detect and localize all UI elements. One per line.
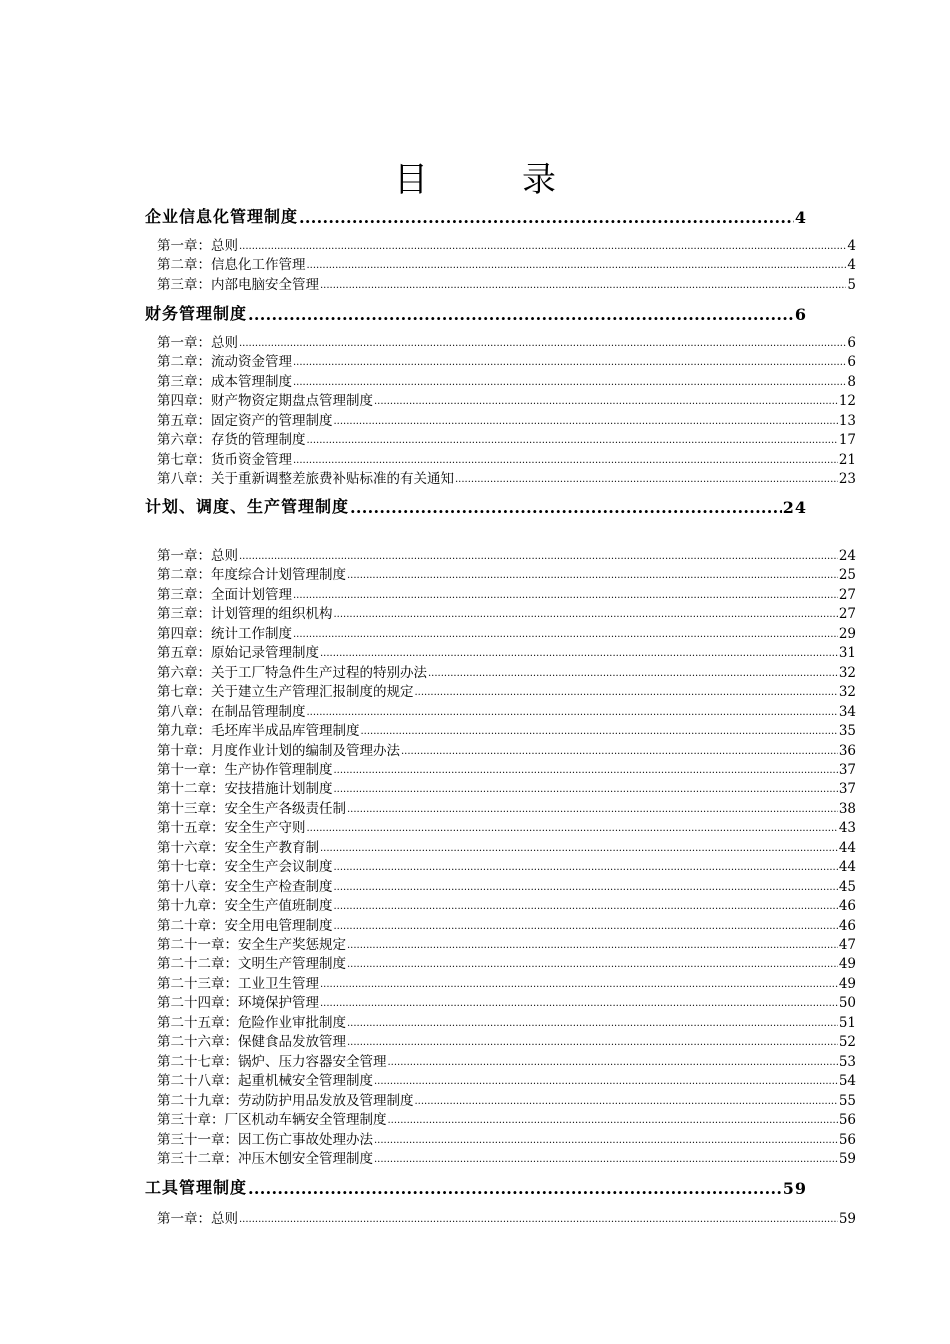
toc-chapter-entry[interactable] [157, 972, 856, 992]
toc-chapter-entry-label: 第三章：内部电脑安全管理 [157, 276, 319, 293]
toc-chapter-entry[interactable] [157, 875, 856, 895]
toc-chapter-entry-label: 第三十章：厂区机动车辆安全管理制度 [157, 1112, 387, 1129]
toc-chapter-entry-page-number: 44 [838, 859, 856, 876]
toc-chapter-entry-page-number: 29 [838, 625, 856, 642]
toc-chapter-entry[interactable] [157, 428, 856, 448]
dot-leader [293, 583, 838, 603]
toc-chapter-entry[interactable] [157, 894, 856, 914]
toc-chapter-entry[interactable] [157, 739, 856, 759]
toc-section-heading-label: 财务管理制度 [145, 304, 248, 323]
toc-chapter-entry[interactable] [157, 1147, 856, 1167]
toc-chapter-entry-page-number: 56 [838, 1112, 856, 1129]
toc-chapter-entry[interactable] [157, 719, 856, 739]
toc-chapter-entry-label: 第二章：信息化工作管理 [157, 257, 306, 274]
toc-chapter-entry[interactable] [157, 331, 856, 351]
toc-chapter-entry-page-number: 25 [838, 567, 856, 584]
toc-chapter-entry[interactable] [157, 544, 856, 564]
toc-chapter-entry[interactable] [157, 448, 856, 468]
toc-chapter-entry-page-number: 12 [838, 393, 856, 410]
dot-leader [347, 797, 838, 817]
toc-chapter-entry-label: 第八章：关于重新调整差旅费补贴标准的有关通知 [157, 471, 454, 488]
toc-chapter-entry-label: 第十五章：安全生产守则 [157, 820, 306, 837]
toc-chapter-entry[interactable] [157, 991, 856, 1011]
toc-chapter-entry-label: 第十二章：安技措施计划制度 [157, 781, 333, 798]
toc-chapter-entry-page-number: 55 [838, 1092, 856, 1109]
toc-chapter-entry-page-number: 23 [838, 471, 856, 488]
toc-chapter-entry-page-number: 6 [847, 354, 856, 371]
dot-leader [347, 933, 838, 953]
toc-chapter-entry-label: 第一章：总则 [157, 548, 238, 564]
toc-chapter-entry-label: 第六章：存货的管理制度 [157, 432, 306, 449]
dot-leader [334, 894, 838, 914]
toc-section-heading-page-number: 59 [782, 1179, 807, 1198]
toc-chapter-entry[interactable] [157, 680, 856, 700]
dot-leader [428, 661, 838, 681]
toc-section-heading[interactable] [145, 203, 807, 227]
dot-leader [361, 719, 838, 739]
toc-chapter-entry-label: 第三章：成本管理制度 [157, 373, 292, 390]
toc-chapter-entry[interactable] [157, 253, 856, 273]
dot-leader [320, 836, 838, 856]
toc-chapter-entry-label: 第十九章：安全生产值班制度 [157, 898, 333, 915]
toc-chapter-entry[interactable] [157, 563, 856, 583]
dot-leader [374, 389, 838, 409]
toc-chapter-entry-page-number: 45 [838, 878, 856, 895]
toc-chapter-entry-page-number: 36 [838, 742, 856, 759]
dot-leader [334, 409, 838, 429]
toc-chapter-entry[interactable] [157, 797, 856, 817]
toc-chapter-entry-label: 第六章：关于工厂特急件生产过程的特别办法 [157, 664, 427, 681]
toc-section-heading[interactable] [145, 1174, 807, 1198]
toc-chapter-entry-label: 第十三章：安全生产各级责任制 [157, 800, 346, 817]
toc-chapter-entry-label: 第七章：关于建立生产管理汇报制度的规定 [157, 684, 414, 701]
toc-chapter-entry-label: 第九章：毛坯库半成品库管理制度 [157, 723, 360, 740]
toc-chapter-entry-label: 第三十二章：冲压木刨安全管理制度 [157, 1150, 373, 1167]
toc-chapter-entry-page-number: 6 [847, 335, 856, 351]
dot-leader [320, 991, 838, 1011]
toc-chapter-entry[interactable] [157, 467, 856, 487]
toc-chapter-entry-page-number: 5 [847, 276, 856, 293]
toc-chapter-entry-page-number: 21 [838, 451, 856, 468]
toc-chapter-entry-label: 第十八章：安全生产检查制度 [157, 878, 333, 895]
toc-chapter-entry-label: 第五章：固定资产的管理制度 [157, 412, 333, 429]
toc-section-heading[interactable] [145, 493, 807, 517]
toc-chapter-entry-label: 第十六章：安全生产教育制 [157, 839, 319, 856]
toc-chapter-entry-page-number: 13 [838, 412, 856, 429]
dot-leader [307, 428, 838, 448]
toc-chapter-entry[interactable] [157, 622, 856, 642]
dot-leader [334, 758, 838, 778]
toc-chapter-entry-page-number: 27 [838, 586, 856, 603]
toc-chapter-entry[interactable] [157, 816, 856, 836]
toc-chapter-entry-page-number: 31 [838, 645, 856, 662]
dot-leader [347, 952, 838, 972]
dot-leader [293, 622, 838, 642]
dot-leader [388, 1050, 838, 1070]
dot-leader [239, 331, 846, 351]
toc-chapter-entry[interactable] [157, 836, 856, 856]
dot-leader [320, 641, 838, 661]
toc-chapter-entry[interactable] [157, 700, 856, 720]
toc-section-heading-label: 工具管理制度 [145, 1178, 248, 1197]
dot-leader [350, 493, 782, 517]
toc-chapter-entry-label: 第四章：统计工作制度 [157, 625, 292, 642]
toc-chapter-entry-label: 第十七章：安全生产会议制度 [157, 859, 333, 876]
toc-chapter-entry-label: 第三十一章：因工伤亡事故处理办法 [157, 1131, 373, 1148]
toc-chapter-entry[interactable] [157, 1030, 856, 1050]
toc-chapter-entry[interactable] [157, 370, 856, 390]
toc-chapter-entry-label: 第二十七章：锅炉、压力容器安全管理 [157, 1053, 387, 1070]
toc-chapter-entry-label: 第三章：全面计划管理 [157, 586, 292, 603]
toc-chapter-entry-page-number: 35 [838, 723, 856, 740]
toc-chapter-entry[interactable] [157, 855, 856, 875]
toc-chapter-entry-label: 第二十八章：起重机械安全管理制度 [157, 1073, 373, 1090]
toc-chapter-entry-label: 第一章：总则 [157, 1211, 238, 1227]
toc-chapter-entry[interactable] [157, 583, 856, 603]
toc-chapter-entry-page-number: 34 [838, 703, 856, 720]
toc-chapter-entry[interactable] [157, 777, 856, 797]
toc-chapter-entry-page-number: 49 [838, 956, 856, 973]
dot-leader [239, 544, 838, 564]
toc-chapter-entry-page-number: 47 [838, 937, 856, 953]
dot-leader [347, 1030, 838, 1050]
dot-leader [248, 1174, 782, 1198]
dot-leader [374, 1128, 838, 1148]
toc-chapter-entry[interactable] [157, 602, 856, 622]
toc-chapter-entry-page-number: 24 [838, 548, 856, 564]
toc-chapter-entry[interactable] [157, 1069, 856, 1089]
toc-section-heading-page-number: 4 [794, 208, 807, 227]
toc-chapter-entry-label: 第一章：总则 [157, 238, 238, 254]
toc-chapter-entry-page-number: 32 [838, 664, 856, 681]
toc-section-heading-page-number: 24 [782, 498, 807, 517]
toc-chapter-entry-label: 第八章：在制品管理制度 [157, 703, 306, 720]
toc-chapter-entry-page-number: 51 [838, 1014, 856, 1031]
toc-chapter-entry-label: 第二十六章：保健食品发放管理 [157, 1034, 346, 1051]
toc-section-heading-label: 计划、调度、生产管理制度 [145, 497, 350, 516]
dot-leader [307, 816, 838, 836]
toc-chapter-entry[interactable] [157, 952, 856, 972]
toc-chapter-entry-label: 第二十九章：劳动防护用品发放及管理制度 [157, 1092, 414, 1109]
dot-leader [320, 972, 838, 992]
toc-chapter-entry-label: 第七章：货币资金管理 [157, 451, 292, 468]
toc-section-heading[interactable] [145, 300, 807, 324]
toc-chapter-entry-page-number: 32 [838, 684, 856, 701]
toc-chapter-entry-page-number: 46 [838, 898, 856, 915]
toc-chapter-entry[interactable] [157, 758, 856, 778]
dot-leader [334, 914, 838, 934]
dot-leader [334, 855, 838, 875]
dot-leader [248, 300, 794, 324]
dot-leader [347, 563, 838, 583]
toc-chapter-entry-page-number: 46 [838, 917, 856, 934]
dot-leader [374, 1147, 838, 1167]
toc-chapter-entry-label: 第十章：月度作业计划的编制及管理办法 [157, 742, 400, 759]
toc-chapter-entry[interactable] [157, 1128, 856, 1148]
toc-chapter-entry-page-number: 8 [847, 373, 856, 390]
dot-leader [293, 350, 846, 370]
toc-chapter-entry-page-number: 56 [838, 1131, 856, 1148]
toc-section-heading-page-number: 6 [794, 305, 807, 324]
toc-chapter-entry-page-number: 27 [838, 606, 856, 623]
toc-chapter-entry-label: 第五章：原始记录管理制度 [157, 645, 319, 662]
toc-chapter-entry-page-number: 59 [838, 1150, 856, 1167]
dot-leader [307, 253, 847, 273]
dot-leader [293, 370, 846, 390]
toc-chapter-entry-label: 第二章：年度综合计划管理制度 [157, 567, 346, 584]
toc-chapter-entry-page-number: 49 [838, 975, 856, 992]
dot-leader [307, 700, 838, 720]
toc-chapter-entry-page-number: 37 [838, 781, 856, 798]
toc-chapter-entry-label: 第一章：总则 [157, 335, 238, 351]
toc-chapter-entry[interactable] [157, 914, 856, 934]
toc-chapter-entry[interactable] [157, 641, 856, 661]
dot-leader [334, 602, 838, 622]
toc-chapter-entry[interactable] [157, 273, 856, 293]
toc-chapter-entry-label: 第十一章：生产协作管理制度 [157, 761, 333, 778]
toc-chapter-entry[interactable] [157, 933, 856, 953]
toc-chapter-entry-label: 第二十章：安全用电管理制度 [157, 917, 333, 934]
dot-leader [455, 467, 838, 487]
toc-chapter-entry[interactable] [157, 661, 856, 681]
dot-leader [388, 1108, 838, 1128]
dot-leader [401, 739, 838, 759]
dot-leader [239, 1207, 838, 1227]
dot-leader [299, 203, 794, 227]
toc-chapter-entry[interactable] [157, 389, 856, 409]
dot-leader [320, 273, 846, 293]
toc-chapter-entry-page-number: 50 [838, 995, 856, 1012]
toc-chapter-entry-page-number: 37 [838, 761, 856, 778]
page-title: 目 录 [394, 160, 586, 200]
toc-chapter-entry[interactable] [157, 409, 856, 429]
dot-leader [374, 1069, 838, 1089]
toc-section-heading-label: 企业信息化管理制度 [145, 207, 299, 226]
toc-chapter-entry-label: 第三章：计划管理的组织机构 [157, 606, 333, 623]
dot-leader [334, 777, 838, 797]
dot-leader [293, 448, 838, 468]
toc-chapter-entry-page-number: 52 [838, 1034, 856, 1051]
toc-chapter-entry-page-number: 59 [838, 1211, 856, 1227]
toc-chapter-entry[interactable] [157, 350, 856, 370]
dot-leader [415, 1089, 838, 1109]
toc-chapter-entry[interactable] [157, 1108, 856, 1128]
toc-chapter-entry-page-number: 4 [847, 257, 856, 274]
toc-chapter-entry[interactable] [157, 1011, 856, 1031]
toc-chapter-entry[interactable] [157, 1089, 856, 1109]
toc-chapter-entry-page-number: 44 [838, 839, 856, 856]
dot-leader [334, 875, 838, 895]
toc-chapter-entry-label: 第四章：财产物资定期盘点管理制度 [157, 393, 373, 410]
toc-chapter-entry[interactable] [157, 1050, 856, 1070]
dot-leader [347, 1011, 838, 1031]
toc-chapter-entry-page-number: 17 [838, 432, 856, 449]
toc-chapter-entry-page-number: 54 [838, 1073, 856, 1090]
toc-chapter-entry-page-number: 43 [838, 820, 856, 837]
toc-chapter-entry-label: 第二十三章：工业卫生管理 [157, 975, 319, 992]
toc-chapter-entry-page-number: 4 [847, 238, 856, 254]
toc-chapter-entry-label: 第二十五章：危险作业审批制度 [157, 1014, 346, 1031]
toc-chapter-entry-label: 第二十二章：文明生产管理制度 [157, 956, 346, 973]
dot-leader [415, 680, 838, 700]
toc-chapter-entry-label: 第二章：流动资金管理 [157, 354, 292, 371]
toc-chapter-entry-label: 第二十一章：安全生产奖惩规定 [157, 937, 346, 953]
toc-chapter-entry-page-number: 38 [838, 800, 856, 817]
toc-chapter-entry[interactable] [157, 1207, 856, 1227]
dot-leader [239, 234, 846, 254]
toc-chapter-entry-label: 第二十四章：环境保护管理 [157, 995, 319, 1012]
toc-chapter-entry[interactable] [157, 234, 856, 254]
toc-chapter-entry-page-number: 53 [838, 1053, 856, 1070]
